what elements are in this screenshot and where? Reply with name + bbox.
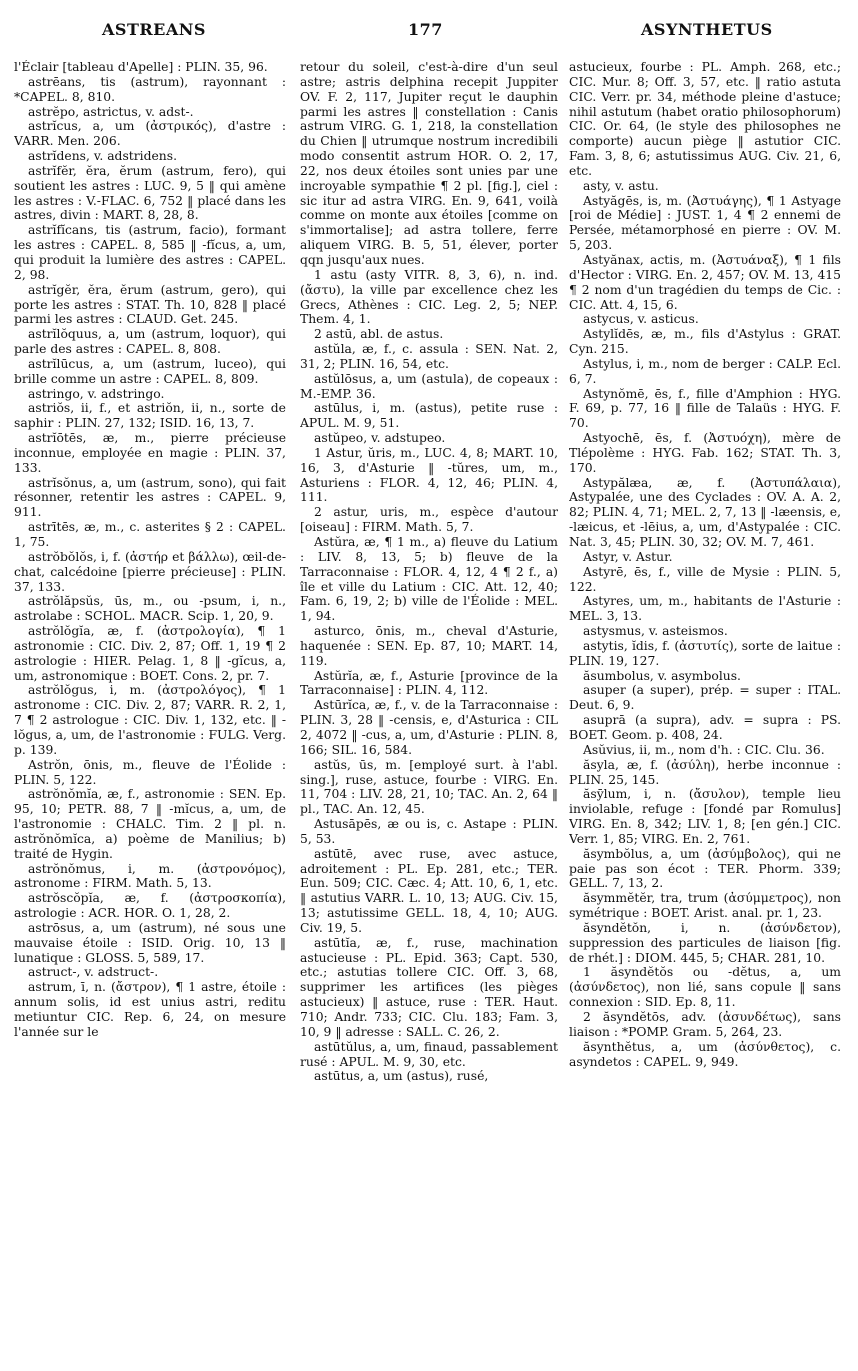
dictionary-entry: astrĭfĕr, ĕra, ĕrum (astrum, fero), qui soutient les astres : LUC. 9, 5 ‖ qui amène les astres : V.-FLAC. 6, 752 ‖ placé dans les astres, divin : MART. 8, 28, 8.	[14, 163, 286, 223]
dictionary-entry: astycus, v. asticus.	[583, 312, 699, 327]
dictionary-entry: astruct-, v. adstruct-.	[28, 965, 159, 980]
dictionary-entry: Astyănax, actis, m. (Ἀστυάναξ), ¶ 1 fils d'Hector : VIRG. En. 2, 457; OV. M. 13, 415 ¶ 2 nom d'un tragédien du temps de Cic. : CIC. Att. 4, 15, 6.	[569, 252, 841, 312]
dictionary-column-middle	[300, 60, 558, 1365]
dictionary-column-right	[569, 60, 841, 1365]
dictionary-entry: astrŏnŏmĭa, æ, f., astronomie : SEN. Ep. 95, 10; PETR. 88, 7 ‖ -mĭcus, a, um, de l'astronomie : CHALC. Tim. 2 ‖ pl. n. astrŏnŏmĭca, a) poème de Manilius; b) traité de Hygin.	[14, 787, 286, 861]
dictionary-entry: astrĭcus, a, um (ἀστρικός), d'astre : VARR. Men. 206.	[14, 119, 286, 149]
dictionary-entry: Astyr, v. Astur.	[583, 549, 673, 564]
dictionary-entry: Astyrē, ēs, f., ville de Mysie : PLIN. 5, 122.	[569, 564, 841, 594]
dictionary-entry: ăsȳlum, i, n. (ἄσυλον), temple lieu inviolable, refuge : [fondé par Romulus] VIRG. En. 8, 342; LIV. 1, 8; [en gén.] CIC. Verr. 1, 85; VIRG. En. 2, 761.	[569, 787, 841, 846]
dictionary-entry: Astrŏn, ōnis, m., fleuve de l'Éolide : PLIN. 5, 122.	[14, 757, 286, 787]
dictionary-entry: astrītēs, æ, m., c. asterites § 2 : CAPEL. 1, 75.	[14, 520, 286, 549]
dictionary-entry: astrĭdens, v. adstridens.	[28, 149, 178, 164]
dictionary-entry: astriŏs, ii, f., et astriŏn, ii, n., sorte de saphir : PLIN. 27, 132; ISID. 16, 13, 7.	[14, 401, 286, 431]
dictionary-entry: astŭlōsus, a, um (astula), de copeaux : M.-EMP. 36.	[300, 371, 558, 401]
dictionary-entry: ăsyla, æ, f. (ἀσύλη), herbe inconnue : PLIN. 25, 145.	[569, 757, 841, 787]
dictionary-entry: astūtĭa, æ, f., ruse, machination astucieuse : PL. Epid. 363; Capt. 530, etc.; astutias tollere CIC. Off. 3, 68, supprimer les artifices (les pièges astucieux) ‖ astuce, ruse : TER. Haut. 710; Andr. 733; CIC. Clu. 183; Fam. 3, 10, 9 ‖ adresse : SALL. C. 26, 2.	[300, 935, 558, 1039]
dictionary-entry: astrŏlŏgĭa, æ, f. (ἀστρολογία), ¶ 1 astronomie : CIC. Div. 2, 87; Off. 1, 19 ¶ 2 astrologie : HIER. Pelag. 1, 8 ‖ -gĭcus, a, um, astronomique : BOET. Cons. 2, pr. 7.	[14, 624, 286, 683]
dictionary-entry: astrĕpo, astrictus, v. adst-.	[28, 104, 194, 119]
dictionary-entry: astrĭfĭcans, tis (astrum, facio), formant les astres : CAPEL. 8, 585 ‖ -fĭcus, a, um, qui produit la lumière des astres : CAPEL. 2, 98.	[14, 223, 286, 282]
guide-word-left: ASTREANS	[102, 20, 206, 39]
dictionary-entry: Astyres, um, m., habitants de l'Asturie : MEL. 3, 13.	[569, 594, 841, 624]
dictionary-entry: Astŭra, æ, ¶ 1 m., a) fleuve du Latium : LIV. 8, 13, 5; b) fleuve de la Tarraconnaise : FLOR. 4, 12, 4 ¶ 2 f., a) île et ville du Latium : CIC. Att. 12, 40; Fam. 6, 19, 2; b) ville de l'Éolide : MEL. 1, 94.	[300, 535, 558, 624]
dictionary-entry: asturco, ōnis, m., cheval d'Asturie, haquenée : SEN. Ep. 87, 10; MART. 14, 119.	[300, 624, 558, 668]
dictionary-entry: Astyochē, ēs, f. (Ἀστυόχη), mère de Tlépolème : HYG. Fab. 162; STAT. Th. 3, 170.	[569, 431, 841, 475]
dictionary-entry: astrĭsŏnus, a, um (astrum, sono), qui fait résonner, retentir les astres : CAPEL. 9, 911.	[14, 475, 286, 520]
dictionary-entry: ăsyndĕtŏn, i, n. (ἀσύνδετον), suppression des particules de liaison [fig. de rhét.] : DIOM. 445, 5; CHAR. 281, 10.	[569, 920, 841, 965]
dictionary-entry: ăsymmĕtĕr, tra, trum (ἀσύμμετρος), non symétrique : BOET. Arist. anal. pr. 1, 23.	[569, 891, 841, 921]
dictionary-entry: 2 ăsyndĕtōs, adv. (ἀσυνδέτως), sans liaison : *POMP. Gram. 5, 264, 23.	[569, 1010, 841, 1039]
dictionary-entry: retour du soleil, c'est-à-dire d'un seul astre; astris delphina recepit Juppiter OV. F. 2, 117, Jupiter reçut le dauphin parmi les astres ‖ constellation : Canis astrum VIRG. G. 1, 218, la constellation du Chien ‖ utrumque nostrum incredibili modo consentit astrum HOR. O. 2, 17, 22, nos deux étoiles sont unies par une incroyable sympathie ¶ 2 pl. [fig.], ciel : sic itur ad astra VIRG. En. 9, 641, voilà comme on monte aux étoiles [comme on s'immortalise]; ad astra tollere, ferre aliquem VIRG. B. 5, 51, élever, porter qqn jusqu'aux nues.	[300, 60, 558, 267]
dictionary-entry: astrĭgĕr, ĕra, ĕrum (astrum, gero), qui porte les astres : STAT. Th. 10, 828 ‖ placé parmi les astres : CLAUD. Get. 245.	[14, 282, 286, 327]
dictionary-entry: ăsymbŏlus, a, um (ἀσύμβολος), qui ne paie pas son écot : TER. Phorm. 339; GELL. 7, 13, 2.	[569, 846, 841, 891]
dictionary-column-left	[14, 60, 286, 1365]
dictionary-entry: astrĭlūcus, a, um (astrum, luceo), qui brille comme un astre : CAPEL. 8, 809.	[14, 356, 286, 386]
dictionary-entry: 2 astur, uris, m., espèce d'autour [oiseau] : FIRM. Math. 5, 7.	[300, 505, 558, 535]
dictionary-entry: astytis, ĭdis, f. (ἀστυτίς), sorte de laitue : PLIN. 19, 127.	[569, 638, 841, 668]
dictionary-entry: Astūrĭca, æ, f., v. de la Tarraconnaise : PLIN. 3, 28 ‖ -censis, e, d'Asturica : CIL 2, 4072 ‖ -cus, a, um, d'Asturie : PLIN. 8, 166; SIL. 16, 584.	[300, 698, 558, 757]
dictionary-entry: asty, v. astu.	[583, 178, 659, 193]
dictionary-entry: 1 astu (asty VITR. 8, 3, 6), n. ind. (ἄστυ), la ville par excellence chez les Grecs, Athènes : CIC. Leg. 2, 5; NEP. Them. 4, 1.	[300, 267, 558, 327]
dictionary-entry: 1 Astur, ŭris, m., LUC. 4, 8; MART. 10, 16, 3, d'Asturie ‖ -tŭres, um, m., Asturiens : FLOR. 4, 12, 46; PLIN. 4, 111.	[300, 445, 558, 505]
dictionary-entry: Astylus, i, m., nom de berger : CALP. Ecl. 6, 7.	[569, 356, 841, 386]
dictionary-entry: astrŏlŏgus, i, m. (ἀστρολόγος), ¶ 1 astronome : CIC. Div. 2, 87; VARR. R. 2, 1, 7 ¶ 2 astrologue : CIC. Div. 1, 132, etc. ‖ -lŏgus, a, um, de l'astronomie : FULG. Verg. p. 139.	[14, 683, 286, 757]
dictionary-entry: astūlus, i, m. (astus), petite ruse : APUL. M. 9, 51.	[300, 401, 558, 431]
dictionary-entry: l'Éclair [tableau d'Apelle] : PLIN. 35, 96.	[14, 60, 268, 74]
dictionary-entry: astrum, ī, n. (ἄστρον), ¶ 1 astre, étoile : annum solis, id est unius astri, reditu metiuntur CIC. Rep. 6, 24, on mesure l'année sur le	[14, 980, 286, 1039]
dictionary-entry: astrŏscŏpĭa, æ, f. (ἀστροσκοπία), astrologie : ACR. HOR. O. 1, 28, 2.	[14, 891, 286, 921]
dictionary-entry: astrĭlŏquus, a, um (astrum, loquor), qui parle des astres : CAPEL. 8, 808.	[14, 327, 286, 357]
dictionary-entry: Astŭrĭa, æ, f., Asturie [province de la Tarraconnaise] : PLIN. 4, 112.	[300, 668, 558, 698]
dictionary-entry: astrŏnŏmus, i, m. (ἀστρονόμος), astronome : FIRM. Math. 5, 13.	[14, 861, 286, 891]
dictionary-entry: Astypălæa, æ, f. (Ἀστυπάλαια), Astypalée, une des Cyclades : OV. A. A. 2, 82; PLIN. 4, 71; MEL. 2, 7, 13 ‖ -læensis, e, -læicus, et -lēius, a, um, d'Astypalée : CIC. Nat. 3, 45; PLIN. 30, 32; OV. M. 7, 461.	[569, 475, 841, 549]
dictionary-entry: astrŏlăpsŭs, ūs, m., ou -psum, i, n., astrolabe : SCHOL. MACR. Scip. 1, 20, 9.	[14, 594, 286, 624]
dictionary-entry: astucieux, fourbe : PL. Amph. 268, etc.; CIC. Mur. 8; Off. 3, 57, etc. ‖ ratio astuta CIC. Verr. pr. 34, méthode pleine d'astuce; nihil astutum (habet oratio philosophorum) CIC. Or. 64, (le style des philosophes ne comporte) aucun piège ‖ astutior CIC. Fam. 3, 8, 6; astutissimus AUG. Civ. 21, 6, etc.	[569, 60, 841, 178]
dictionary-entry: ăsumbolus, v. asymbolus.	[583, 668, 741, 683]
dictionary-entry: astysmus, v. asteismos.	[583, 624, 728, 639]
dictionary-entry: asuper (a super), prép. = super : ITAL. Deut. 6, 9.	[569, 683, 841, 713]
dictionary-entry: astŭs, ūs, m. [employé surt. à l'abl. sing.], ruse, astuce, fourbe : VIRG. En. 11, 704 : LIV. 28, 21, 10; TAC. An. 2, 64 ‖ pl., TAC. An. 12, 45.	[300, 757, 558, 817]
dictionary-entry: astrŏbŏlŏs, i, f. (ἀστήρ et βάλλω), œil-de-chat, calcédoine [pierre précieuse] : PLIN. 37, 133.	[14, 549, 286, 594]
dictionary-entry: Asŭvius, ii, m., nom d'h. : CIC. Clu. 36.	[583, 742, 825, 757]
page-header	[0, 0, 858, 44]
dictionary-entry: astringo, v. adstringo.	[28, 386, 165, 401]
dictionary-entry: astrĭōtēs, æ, m., pierre précieuse inconnue, employée en magie : PLIN. 37, 133.	[14, 431, 286, 475]
dictionary-entry: 2 astū, abl. de astus.	[314, 327, 444, 342]
dictionary-entry: astŭla, æ, f., c. assula : SEN. Nat. 2, 31, 2; PLIN. 16, 54, etc.	[300, 342, 558, 371]
dictionary-entry: astrōsus, a, um (astrum), né sous une mauvaise étoile : ISID. Orig. 10, 13 ‖ lunatique : GLOSS. 5, 589, 17.	[14, 920, 286, 965]
dictionary-entry: astūtŭlus, a, um, finaud, passablement rusé : APUL. M. 9, 30, etc.	[300, 1039, 558, 1069]
dictionary-entry: asuprā (a supra), adv. = supra : PS. BOET. Geom. p. 408, 24.	[569, 713, 841, 742]
dictionary-entry: Astylĭdēs, æ, m., fils d'Astylus : GRAT. Cyn. 215.	[569, 327, 841, 357]
dictionary-entry: ăsynthĕtus, a, um (ἀσύνθετος), c. asyndetos : CAPEL. 9, 949.	[569, 1039, 841, 1069]
page-number: 177	[408, 20, 443, 39]
dictionary-entry: 1 ăsyndĕtŏs ou -dĕtus, a, um (ἀσύνδετος), non lié, sans copule ‖ sans connexion : SID. Ep. 8, 11.	[569, 965, 841, 1010]
dictionary-entry: astūtē, avec ruse, avec astuce, adroitement : PL. Ep. 281, etc.; TER. Eun. 509; CIC. Cæc. 4; Att. 10, 6, 1, etc. ‖ astutius VARR. L. 10, 13; AUG. Civ. 15, 13; astutissime GELL. 18, 4, 10; AUG. Civ. 19, 5.	[300, 846, 558, 935]
dictionary-entry: Astusāpēs, æ ou is, c. Astape : PLIN. 5, 53.	[300, 817, 558, 846]
dictionary-entry: astŭpeo, v. adstupeo.	[314, 431, 446, 446]
dictionary-entry: Astyăgēs, is, m. (Ἀστυάγης), ¶ 1 Astyage [roi de Médie] : JUST. 1, 4 ¶ 2 ennemi de Persée, métamorphosé en pierre : OV. M. 5, 203.	[569, 193, 841, 253]
dictionary-entry: Astynŏmē, ēs, f., fille d'Amphion : HYG. F. 69, p. 77, 16 ‖ fille de Talaüs : HYG. F. 70.	[569, 386, 841, 431]
dictionary-entry: astūtus, a, um (astus), rusé,	[314, 1069, 489, 1084]
guide-word-right: ASYNTHETUS	[641, 20, 773, 39]
dictionary-entry: astrēans, tis (astrum), rayonnant : *CAPEL. 8, 810.	[14, 74, 286, 104]
